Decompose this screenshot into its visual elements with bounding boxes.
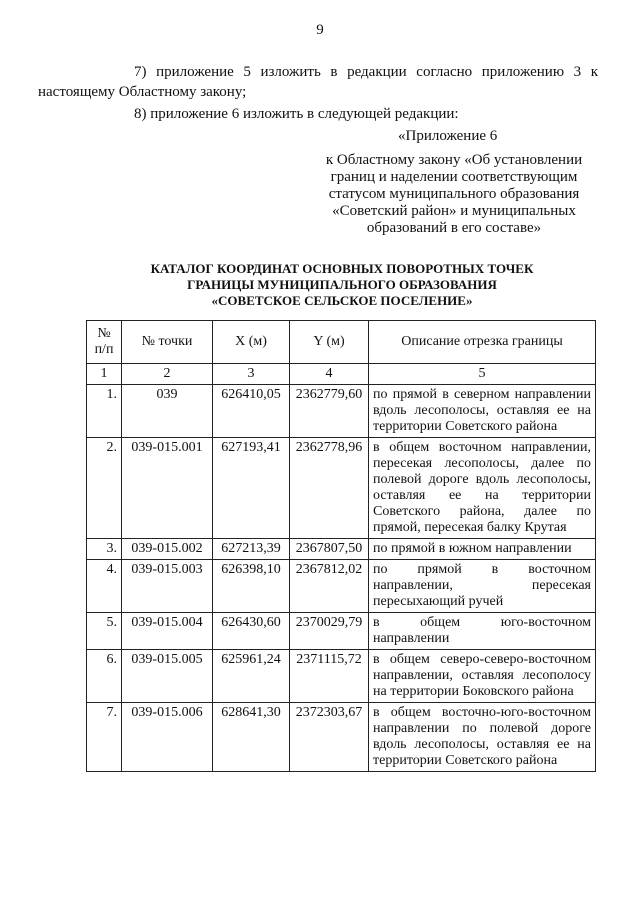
appendix-line: «Советский район» и муниципальных xyxy=(332,203,576,219)
index-cell: 3 xyxy=(213,364,290,385)
header-num-line2: п/п xyxy=(94,342,114,357)
paragraph-7-line2: настоящему Областному закону; xyxy=(38,84,247,100)
row-point: 039-015.004 xyxy=(122,613,213,650)
row-x: 628641,30 xyxy=(213,703,290,772)
index-cell: 5 xyxy=(369,364,596,385)
table-header-row xyxy=(87,321,596,364)
row-number: 7. xyxy=(87,703,122,772)
row-x: 625961,24 xyxy=(213,650,290,703)
table-index-row xyxy=(87,364,596,385)
catalog-title-line: ГРАНИЦЫ МУНИЦИПАЛЬНОГО ОБРАЗОВАНИЯ xyxy=(187,277,497,292)
row-point: 039-015.003 xyxy=(122,560,213,613)
row-number: 5. xyxy=(87,613,122,650)
row-x: 626430,60 xyxy=(213,613,290,650)
appendix-line: к Областному закону «Об установлении xyxy=(325,152,583,168)
appendix-line: статусом муниципального образования xyxy=(328,186,580,202)
header-point: № точки xyxy=(122,321,213,364)
row-description: по прямой в восточном направлении, пересекая пересыхающий ручей xyxy=(369,560,596,613)
row-y: 2370029,79 xyxy=(290,613,369,650)
row-description: по прямой в северном направлении вдоль лесополосы, оставляя ее на территории Советского района xyxy=(369,385,596,438)
row-point: 039-015.002 xyxy=(122,539,213,560)
header-desc: Описание отрезка границы xyxy=(369,321,596,364)
header-x: X (м) xyxy=(213,321,290,364)
row-number: 2. xyxy=(87,438,122,539)
row-number: 3. xyxy=(87,539,122,560)
header-num-line1: № xyxy=(97,326,111,341)
appendix-line: образований в его составе» xyxy=(366,220,542,236)
appendix-caption xyxy=(306,152,602,237)
appendix-title: «Приложение 6 xyxy=(398,128,498,144)
row-description: в общем восточном направлении, пересекая лесополосы, далее по полевой дороге вдоль лесополосы, оставляя ее на территории Советского района, далее по прямой, пересекая балку Крутая xyxy=(369,438,596,539)
row-number: 1. xyxy=(87,385,122,438)
paragraph-7-line1: 7) приложение 5 изложить в редакции согласно приложению 3 к xyxy=(134,64,598,80)
table-row xyxy=(87,703,596,772)
row-description: в общем восточно-юго-восточном направлении по полевой дороге вдоль лесополосы, оставляя ее на территории Советского района xyxy=(369,703,596,772)
row-y: 2362778,96 xyxy=(290,438,369,539)
row-x: 627193,41 xyxy=(213,438,290,539)
row-x: 627213,39 xyxy=(213,539,290,560)
header-num xyxy=(87,321,122,364)
row-point: 039-015.006 xyxy=(122,703,213,772)
row-number: 6. xyxy=(87,650,122,703)
row-description: в общем юго-восточном направлении xyxy=(369,613,596,650)
row-description: в общем северо-северо-восточном направлении, оставляя лесополосу на территории Боковского района xyxy=(369,650,596,703)
index-cell: 2 xyxy=(122,364,213,385)
catalog-title-line: КАТАЛОГ КООРДИНАТ ОСНОВНЫХ ПОВОРОТНЫХ ТОЧЕК xyxy=(150,261,534,276)
row-x: 626410,05 xyxy=(213,385,290,438)
index-cell: 1 xyxy=(87,364,122,385)
table-row xyxy=(87,438,596,539)
row-point: 039 xyxy=(122,385,213,438)
row-point: 039-015.005 xyxy=(122,650,213,703)
row-point: 039-015.001 xyxy=(122,438,213,539)
row-y: 2371115,72 xyxy=(290,650,369,703)
catalog-title xyxy=(86,261,598,309)
paragraph-8: 8) приложение 6 изложить в следующей редакции: xyxy=(134,106,459,122)
row-description: по прямой в южном направлении xyxy=(369,539,596,560)
paragraph-7 xyxy=(38,62,598,102)
appendix-line: границ и наделении соответствующим xyxy=(330,169,578,185)
index-cell: 4 xyxy=(290,364,369,385)
catalog-title-line: «СОВЕТСКОЕ СЕЛЬСКОЕ ПОСЕЛЕНИЕ» xyxy=(211,293,473,308)
table-row xyxy=(87,613,596,650)
row-y: 2367807,50 xyxy=(290,539,369,560)
row-number: 4. xyxy=(87,560,122,613)
row-y: 2372303,67 xyxy=(290,703,369,772)
coordinates-table xyxy=(86,320,596,772)
table-row xyxy=(87,539,596,560)
row-y: 2367812,02 xyxy=(290,560,369,613)
row-y: 2362779,60 xyxy=(290,385,369,438)
header-y: Y (м) xyxy=(290,321,369,364)
table-row xyxy=(87,560,596,613)
page-number: 9 xyxy=(316,22,324,38)
table-row xyxy=(87,385,596,438)
row-x: 626398,10 xyxy=(213,560,290,613)
table-row xyxy=(87,650,596,703)
